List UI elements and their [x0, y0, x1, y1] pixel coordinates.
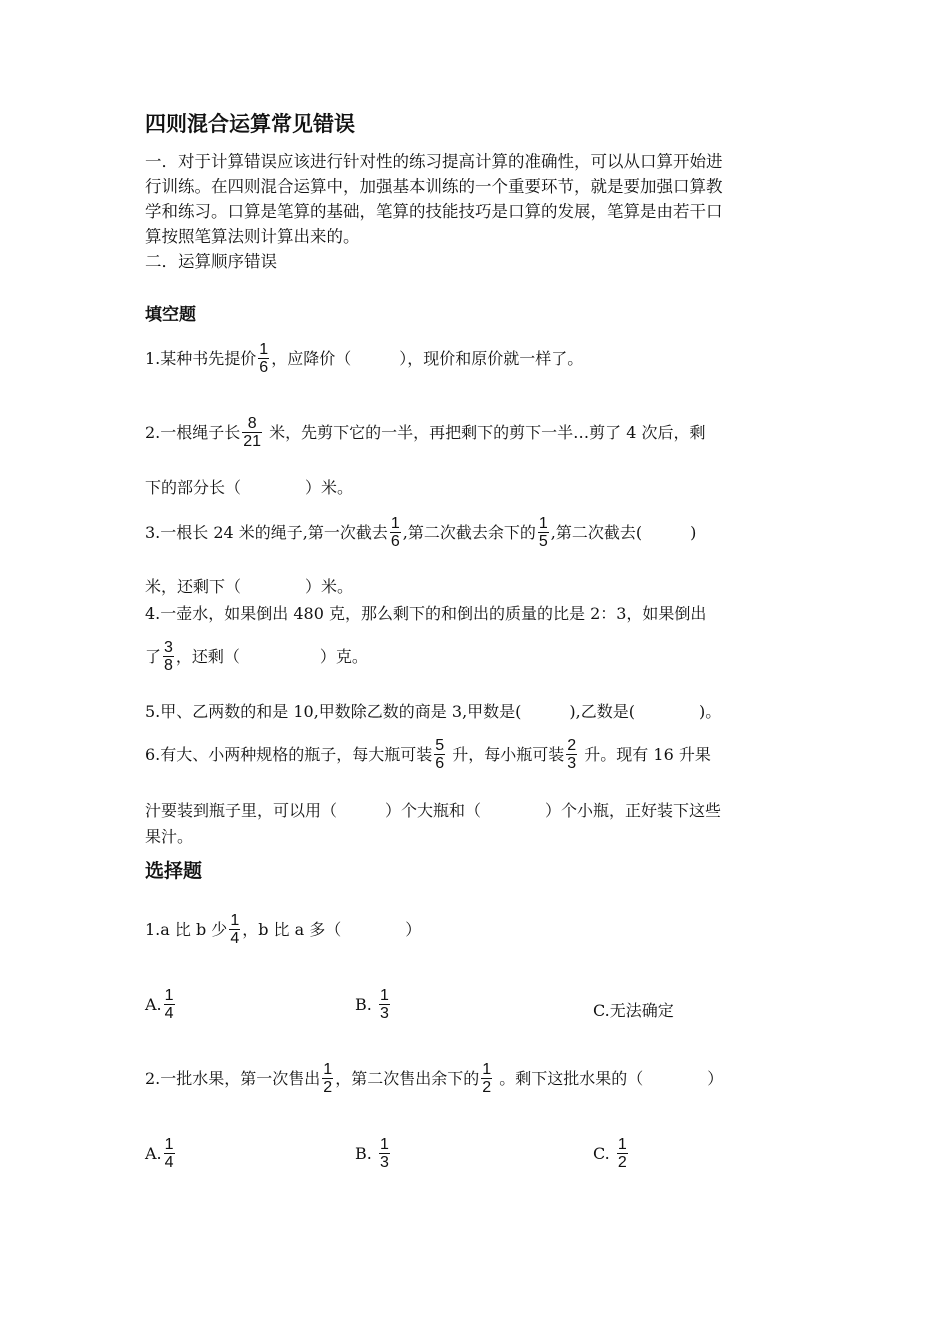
fill-question-6: 6.有大、小两种规格的瓶子，每大瓶可装 $\frac{5}{6}$ 升，每小瓶可装 $\frac{2}{3}$ 升。现有 16 升果: [145, 737, 711, 772]
fraction: $\frac{5}{6}$: [435, 737, 445, 772]
fraction: $\frac{1}{5}$: [538, 515, 548, 550]
intro-line-5: 二．运算顺序错误: [145, 252, 277, 271]
fraction: $\frac{1}{4}$: [164, 987, 174, 1022]
intro-line-4: 算按照笔算法则计算出来的。: [145, 227, 360, 246]
fill-question-4: 4.一壶水，如果倒出 480 克，那么剩下的和倒出的质量的比是 2：3，如果倒出: [145, 604, 707, 623]
choice-section-heading: 选择题: [145, 860, 203, 882]
intro-line-2: 行训练。在四则混合运算中，加强基本训练的一个重要环节，就是要加强口算教: [145, 177, 723, 196]
fraction: $\frac{3}{8}$: [164, 639, 173, 674]
fraction: $\frac{1}{2}$: [323, 1061, 333, 1096]
choice-question-1: 1.a 比 b 少 $\frac{1}{4}$ ，b 比 a 多（ ）: [145, 912, 422, 947]
fraction: $\frac{1}{2}$: [482, 1061, 492, 1096]
fill-question-2: 2.一根绳子长 $\frac{8}{21}$ 米，先剪下它的一半，再把剩下的剪下一半…剪了 4 次后，剩: [145, 415, 706, 450]
fraction: $\frac{1}{3}$: [379, 1136, 389, 1171]
page-title: 四则混合运算常见错误: [145, 112, 355, 136]
fill-question-1: 1.某种书先提价 $\frac{1}{6}$ ，应降价（ ），现价和原价就一样了。: [145, 341, 584, 376]
fill-question-6-cont2: 果汁。: [145, 827, 194, 846]
fraction: $\frac{8}{21}$: [243, 415, 262, 450]
fraction: $\frac{1}{3}$: [379, 987, 389, 1022]
fill-question-2-cont: 下的部分长（ ）米。: [145, 478, 354, 497]
fill-question-3: 3.一根长 24 米的绳子,第一次截去 $\frac{1}{6}$ ,第二次截去余下的 $\frac{1}{5}$ ,第二次截去( ): [145, 515, 697, 550]
fill-section-heading: 填空题: [145, 305, 196, 325]
fill-question-3-cont: 米，还剩下（ ）米。: [145, 577, 354, 596]
choice-2-option-c[interactable]: C. $\frac{1}{2}$: [593, 1136, 627, 1171]
fill-question-5: 5.甲、乙两数的和是 10,甲数除乙数的商是 3,甲数是( ),乙数是( )。: [145, 702, 722, 721]
fraction: $\frac{1}{2}$: [617, 1136, 627, 1171]
choice-question-2: 2.一批水果，第一次售出 $\frac{1}{2}$ ，第二次售出余下的 $\frac{1}{2}$ 。剩下这批水果的（ ）: [145, 1061, 724, 1096]
choice-1-option-b[interactable]: B. $\frac{1}{3}$: [355, 987, 389, 1022]
fraction: $\frac{2}{3}$: [567, 737, 577, 772]
intro-line-3: 学和练习。口算是笔算的基础，笔算的技能技巧是口算的发展，笔算是由若干口: [145, 202, 723, 221]
choice-1-option-c[interactable]: C.无法确定: [593, 1001, 674, 1020]
choice-2-option-b[interactable]: B. $\frac{1}{3}$: [355, 1136, 389, 1171]
fraction: $\frac{1}{6}$: [390, 515, 400, 550]
fraction: $\frac{1}{4}$: [164, 1136, 174, 1171]
choice-1-option-a[interactable]: A. $\frac{1}{4}$: [145, 987, 174, 1022]
fill-question-6-cont: 汁要装到瓶子里，可以用（ ）个大瓶和（ ）个小瓶，正好装下这些: [145, 801, 722, 820]
fraction: $\frac{1}{4}$: [230, 912, 240, 947]
intro-line-1: 一．对于计算错误应该进行针对性的练习提高计算的准确性，可以从口算开始进: [145, 152, 723, 171]
choice-2-option-a[interactable]: A. $\frac{1}{4}$: [145, 1136, 174, 1171]
fill-question-4-cont: 了 $\frac{3}{8}$ ，还剩（ ）克。: [145, 639, 368, 674]
fraction: $\frac{1}{6}$: [259, 341, 269, 376]
